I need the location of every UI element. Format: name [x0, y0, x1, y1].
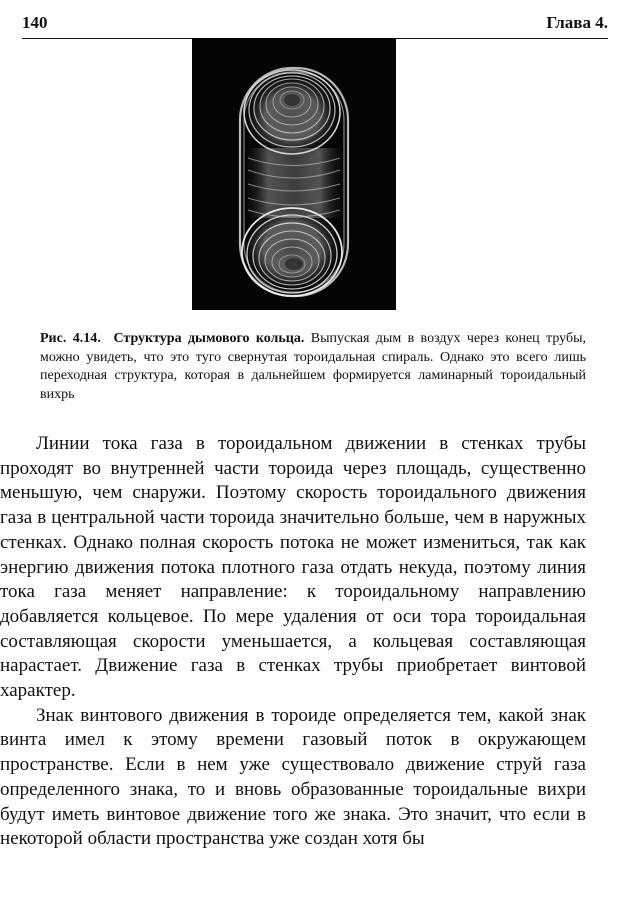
chapter-title: Глава 4. — [546, 13, 608, 32]
page — [22, 12, 608, 39]
paragraph: Линии тока газа в тороидальном движении в стенках трубы проходят во внутренней части тороида через площадь, существенно меньшую, чем снаружи. Поэтому скорость тороидального движения газа в центральной части тороида значительно больше, чем в наружных стенках. Однако полная скорость потока не может измениться, так как энергию движения потока плотного газа отдать некуда, поэтому линия тока газа меняет направление: к тороидальному направлению добавляется кольцевое. По мере удаления от оси тора тороидальная составляющая скорости уменьшается, а кольцевая составляющая нарастает. Движение газа в стенках трубы приобретает винтовой характер. — [0, 433, 586, 702]
smoke-ring-image — [192, 38, 396, 310]
figure-title: Структура дымового кольца. — [113, 331, 305, 346]
paragraph: Знак винтового движения в тороиде определяется тем, какой знак винта имел к этому времени газовый поток в окружающем пространстве. Если в нем уже существовало движение струй газа определенного знака, то и вновь образованные тороидальные вихри будут иметь винтовое движение того же знака. Это значит, что если в некоторой области пространства уже создан хотя бы — [0, 704, 586, 850]
figure-label: Рис. 4.14. — [40, 331, 101, 346]
figure-caption — [40, 330, 586, 404]
running-head — [22, 12, 608, 34]
figure-caption-text: Выпуская дым в воздух через конец трубы, можно увидеть, что это туго свернутая тороидальная спираль. Однако это всего лишь переходная структура, которая в дальнейшем формируется ламинарный тороидальный вихрь — [40, 331, 586, 402]
smoke-ring-photo — [192, 38, 396, 310]
page-number: 140 — [22, 13, 48, 32]
body-text — [0, 432, 586, 852]
